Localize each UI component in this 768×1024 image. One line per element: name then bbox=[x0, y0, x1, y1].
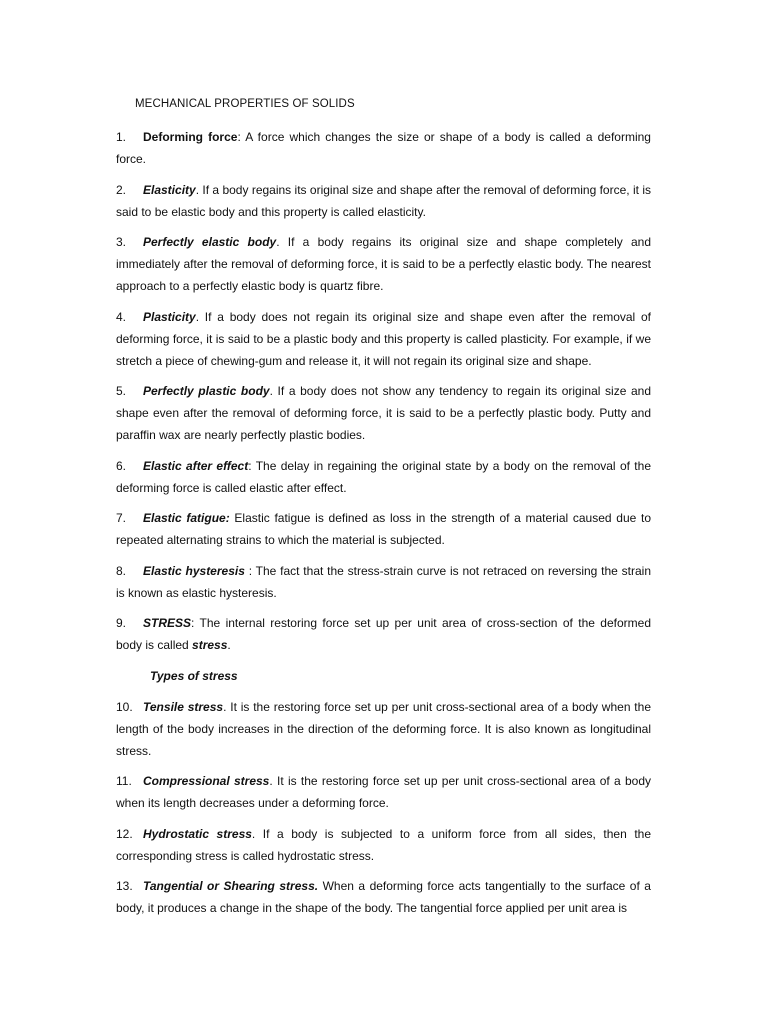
section-subheading: Types of stress bbox=[150, 668, 238, 683]
item-text: : The delay in regaining the original state by a body on the removal of the deforming force is called elastic after effect. bbox=[116, 458, 651, 495]
item-text: . If a body does not show any tendency to regain its original size and shape even after the removal of deforming force, it is said to be a perfectly plastic body. Putty and paraffin wax are nearly perfectly plastic bodies. bbox=[116, 384, 651, 442]
item-number: 11. bbox=[116, 774, 132, 788]
item-number: 7. bbox=[116, 511, 127, 525]
item-term: Hydrostatic stress bbox=[143, 826, 252, 841]
list-item bbox=[116, 179, 651, 223]
item-term: STRESS bbox=[143, 616, 192, 630]
item-text: . If a body regains its original size and shape completely and immediately after the removal of deforming force, it is said to be a perfectly elastic body. The nearest approach to a perfectly elastic body is quartz fibre. bbox=[116, 235, 651, 293]
list-item bbox=[116, 306, 651, 372]
item-term: Compressional stress bbox=[143, 774, 270, 788]
item-text: When a deforming force acts tangentially to the surface of a body, it produces a change in the shape of the body. The tangential force applied per unit area is bbox=[116, 879, 651, 915]
item-emphasis: stress bbox=[192, 638, 228, 652]
document-page bbox=[116, 96, 651, 928]
list-item bbox=[116, 507, 651, 551]
list-item bbox=[116, 380, 651, 446]
list-item bbox=[116, 126, 651, 170]
item-term: Tensile stress bbox=[143, 699, 224, 714]
item-number: 12. bbox=[116, 826, 133, 841]
list-item bbox=[116, 875, 651, 919]
item-term: Elasticity bbox=[143, 182, 196, 197]
item-number: 9. bbox=[116, 616, 127, 630]
item-term: Perfectly elastic body bbox=[143, 235, 277, 249]
list-item bbox=[116, 455, 651, 499]
item-number: 8. bbox=[116, 563, 127, 578]
item-number: 1. bbox=[116, 130, 127, 144]
list-item bbox=[116, 612, 651, 656]
item-term: Elastic after effect bbox=[143, 458, 249, 473]
item-number: 5. bbox=[116, 384, 127, 398]
item-text: : A force which changes the size or shape of a body is called a deforming force. bbox=[116, 130, 651, 166]
item-number: 3. bbox=[116, 235, 127, 249]
item-term: Perfectly plastic body bbox=[143, 384, 270, 398]
item-tail: . bbox=[227, 638, 231, 652]
item-text: : The fact that the stress-strain curve is not retraced on reversing the strain is known as elastic hysteresis. bbox=[116, 563, 651, 600]
item-term: Elastic fatigue: bbox=[143, 511, 230, 525]
list-item bbox=[116, 770, 651, 814]
item-term: Tangential or Shearing stress. bbox=[143, 879, 319, 893]
item-number: 6. bbox=[116, 458, 127, 473]
item-term: Deforming force bbox=[143, 130, 238, 144]
item-text: Elastic fatigue is defined as loss in the strength of a material caused due to repeated alternating strains to which the material is subjected. bbox=[116, 511, 651, 547]
item-number: 13. bbox=[116, 879, 133, 893]
item-term: Elastic hysteresis bbox=[143, 563, 245, 578]
item-text: . It is the restoring force set up per unit cross-sectional area of a body when its length decreases under a deforming force. bbox=[116, 774, 652, 810]
item-number: 4. bbox=[116, 309, 127, 324]
item-text: . If a body is subjected to a uniform force from all sides, then the corresponding stress is called hydrostatic stress. bbox=[116, 826, 651, 863]
list-item bbox=[116, 696, 651, 762]
list-item bbox=[116, 823, 651, 867]
item-number: 10. bbox=[116, 699, 133, 714]
item-text: : The internal restoring force set up per unit area of cross-section of the deformed body is called bbox=[116, 616, 651, 652]
item-text: . It is the restoring force set up per unit cross-sectional area of a body when the length of the body increases in the direction of the deforming force. It is also known as longitudinal stress. bbox=[116, 699, 651, 758]
item-number: 2. bbox=[116, 182, 127, 197]
item-text: . If a body regains its original size and shape after the removal of deforming force, it is said to be elastic body and this property is called elasticity. bbox=[116, 182, 651, 219]
item-text: . If a body does not regain its original size and shape even after the removal of deforming force, it is said to be a plastic body and this property is called plasticity. For example, if we stretch a piece of chewing-gum and release it, it will not regain its original size and shape. bbox=[116, 309, 651, 368]
document-title: MECHANICAL PROPERTIES OF SOLIDS bbox=[135, 98, 355, 110]
list-item bbox=[116, 231, 651, 297]
list-item bbox=[116, 560, 651, 604]
item-term: Plasticity bbox=[143, 309, 196, 324]
